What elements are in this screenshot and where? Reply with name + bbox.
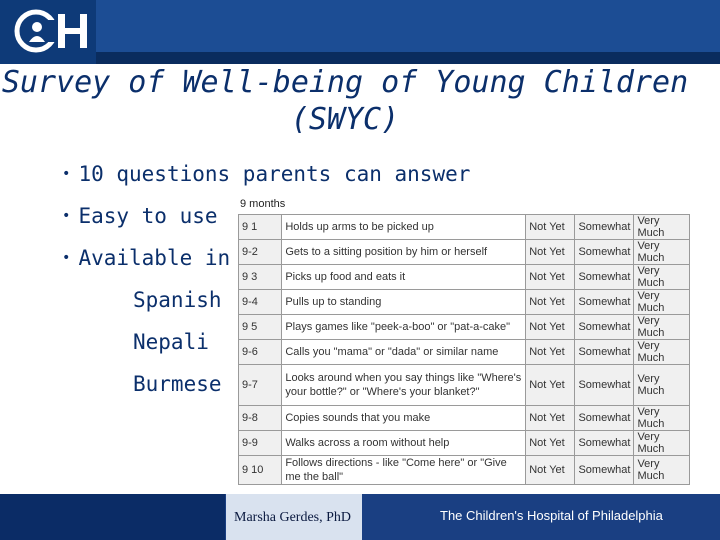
row-question: Follows directions - like "Come here" or "Give me the ball" [282,456,526,485]
option-very-much: Very Much [634,456,690,485]
option-somewhat: Somewhat [575,315,634,340]
row-question: Walks across a room without help [282,431,526,456]
language-item: Burmese [133,372,222,396]
footer-bar [0,494,720,540]
slide-title [0,64,690,138]
option-not-yet: Not Yet [526,290,575,315]
option-not-yet: Not Yet [526,240,575,265]
option-very-much: Very Much [634,290,690,315]
row-number: 9 10 [239,456,282,485]
row-question: Plays games like "peek-a-boo" or "pat-a-cake" [282,315,526,340]
bullet-item [62,246,230,270]
option-very-much: Very Much [634,265,690,290]
language-item: Spanish [133,288,222,312]
header-band [96,0,720,52]
option-very-much: Very Much [634,315,690,340]
title-line-1: Survey of Well-being of Young Children [1,65,689,100]
bullet-item [62,204,218,228]
option-somewhat: Somewhat [575,290,634,315]
row-question: Pulls up to standing [282,290,526,315]
row-number: 9-6 [239,340,282,365]
option-somewhat: Somewhat [575,340,634,365]
row-number: 9-4 [239,290,282,315]
table-caption: 9 months [240,198,286,210]
option-not-yet: Not Yet [526,406,575,431]
table-row [239,265,690,290]
table-row [239,406,690,431]
option-very-much: Very Much [634,365,690,406]
table-row [239,431,690,456]
row-number: 9-8 [239,406,282,431]
table-row [239,315,690,340]
option-very-much: Very Much [634,340,690,365]
option-somewhat: Somewhat [575,240,634,265]
presenter-name: Marsha Gerdes, PhD [234,510,352,525]
table-row [239,240,690,265]
option-somewhat: Somewhat [575,406,634,431]
bullet-dot-icon: • [62,208,71,224]
row-question: Holds up arms to be picked up [282,215,526,240]
option-not-yet: Not Yet [526,315,575,340]
option-somewhat: Somewhat [575,456,634,485]
bullet-item [62,162,470,186]
row-question: Gets to a sitting position by him or herself [282,240,526,265]
option-very-much: Very Much [634,431,690,456]
table-row [239,290,690,315]
row-number: 9 1 [239,215,282,240]
bullet-text: Easy to use [78,204,218,228]
row-number: 9-9 [239,431,282,456]
table-row [239,340,690,365]
option-not-yet: Not Yet [526,340,575,365]
option-not-yet: Not Yet [526,215,575,240]
row-number: 9 3 [239,265,282,290]
footer-dark-band [0,494,225,540]
bullet-text: Available in [78,246,231,270]
option-somewhat: Somewhat [575,265,634,290]
table-row [239,365,690,406]
option-somewhat: Somewhat [575,215,634,240]
option-somewhat: Somewhat [575,431,634,456]
option-not-yet: Not Yet [526,431,575,456]
row-number: 9-7 [239,365,282,406]
presenter-box [226,494,362,540]
option-very-much: Very Much [634,406,690,431]
title-line-2: (SWYC) [290,102,400,137]
option-somewhat: Somewhat [575,365,634,406]
option-not-yet: Not Yet [526,265,575,290]
option-very-much: Very Much [634,240,690,265]
row-question: Copies sounds that you make [282,406,526,431]
survey-table-body [239,215,690,485]
row-question: Looks around when you say things like "Where's your bottle?" or "Where's your blanket?" [282,365,526,406]
survey-table [238,214,690,485]
row-number: 9 5 [239,315,282,340]
bullet-text: 10 questions parents can answer [78,162,471,186]
language-item: Nepali [133,330,209,354]
row-question: Calls you "mama" or "dada" or similar name [282,340,526,365]
bullet-dot-icon: • [62,250,71,266]
header-bar [0,0,720,64]
option-not-yet: Not Yet [526,456,575,485]
option-very-much: Very Much [634,215,690,240]
bullet-dot-icon: • [62,166,71,182]
row-question: Picks up food and eats it [282,265,526,290]
hospital-name: The Children's Hospital of Philadelphia [440,508,663,523]
table-row [239,215,690,240]
row-number: 9-2 [239,240,282,265]
table-row [239,456,690,485]
option-not-yet: Not Yet [526,365,575,406]
header-edge [96,52,720,64]
chop-logo-icon [14,8,94,54]
